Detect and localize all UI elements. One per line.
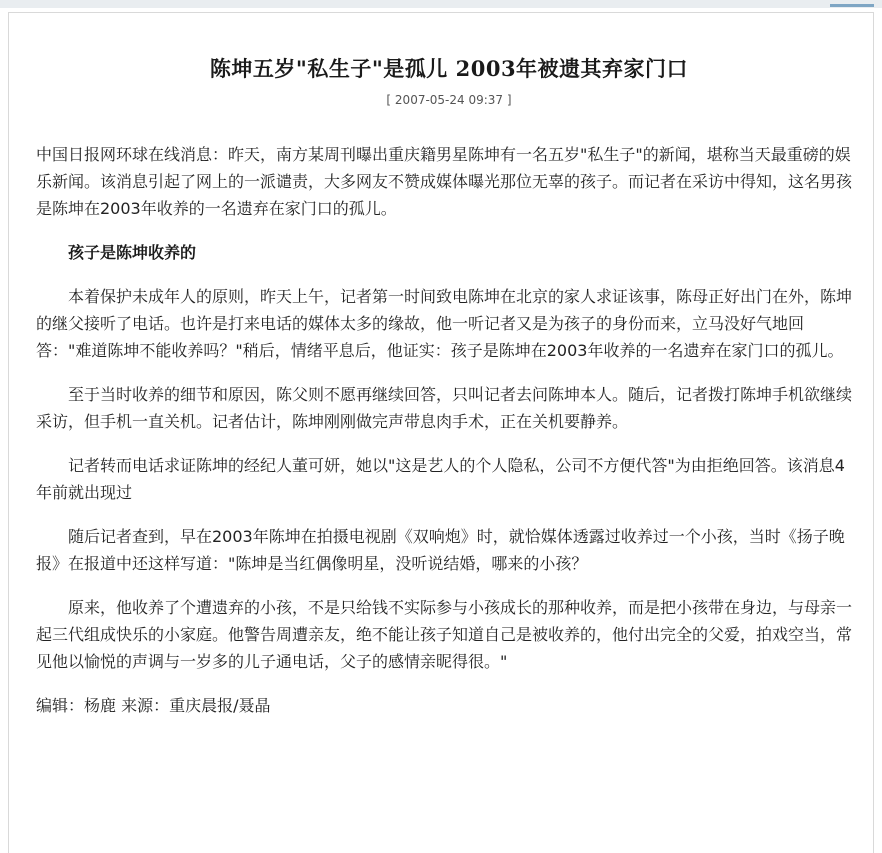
paragraph: 至于当时收养的细节和原因，陈父则不愿再继续回答，只叫记者去问陈坤本人。随后，记者拨打陈坤手机欲继续采访，但手机一直关机。记者估计，陈坤刚刚做完声带息肉手术，正在关机要静养。 xyxy=(36,385,853,431)
paragraph: 记者转而电话求证陈坤的经纪人董可妍，她以"这是艺人的个人隐私，公司不方便代答"为由拒绝回答。该消息4年前就出现过 xyxy=(36,456,845,502)
paragraph: 原来，他收养了个遭遗弃的小孩，不是只给钱不实际参与小孩成长的那种收养，而是把小孩带在身边，与母亲一起三代组成快乐的小家庭。他警告周遭亲友，绝不能让孩子知道自己是被收养的，他付出完全的父爱，拍戏空当，常见他以愉悦的声调与一岁多的儿子通电话，父子的感情亲昵得很。" xyxy=(36,598,853,671)
article-title: 陈坤五岁"私生子"是孤儿 2003年被遗其弃家门口 xyxy=(209,56,689,81)
top-bar xyxy=(0,0,882,8)
article-body xyxy=(36,141,852,719)
article-frame xyxy=(8,12,874,853)
paragraph-intro: 中国日报网环球在线消息：昨天，南方某周刊曝出重庆籍男星陈坤有一名五岁"私生子"的新闻，堪称当天最重磅的娱乐新闻。该消息引起了网上的一派谴责，大多网友不赞成媒体曝光那位无辜的孩子。而记者在采访中得知，这名男孩是陈坤在2003年收养的一名遗弃在家门口的孤儿。 xyxy=(36,145,853,218)
subheading: 孩子是陈坤收养的 xyxy=(68,243,197,262)
top-bar-accent xyxy=(830,4,874,7)
paragraph: 随后记者查到，早在2003年陈坤在拍摄电视剧《双响炮》时，就恰媒体透露过收养过一个小孩，当时《扬子晚报》在报道中还这样写道："陈坤是当红偶像明星，没听说结婚，哪来的小孩？ xyxy=(36,527,845,573)
paragraph: 本着保护未成年人的原则，昨天上午，记者第一时间致电陈坤在北京的家人求证该事，陈母正好出门在外，陈坤的继父接听了电话。也许是打来电话的媒体太多的缘故，他一听记者又是为孩子的身份而来，立马没好气地回答："难道陈坤不能收养吗？"稍后，情绪平息后，他证实：孩子是陈坤在2003年收养的一名遗弃在家门口的孤儿。 xyxy=(36,287,853,360)
article-footer: 编辑：杨鹿 来源：重庆晨报/聂晶 xyxy=(36,696,271,715)
article-date: [ 2007-05-24 09:37 ] xyxy=(386,93,512,107)
